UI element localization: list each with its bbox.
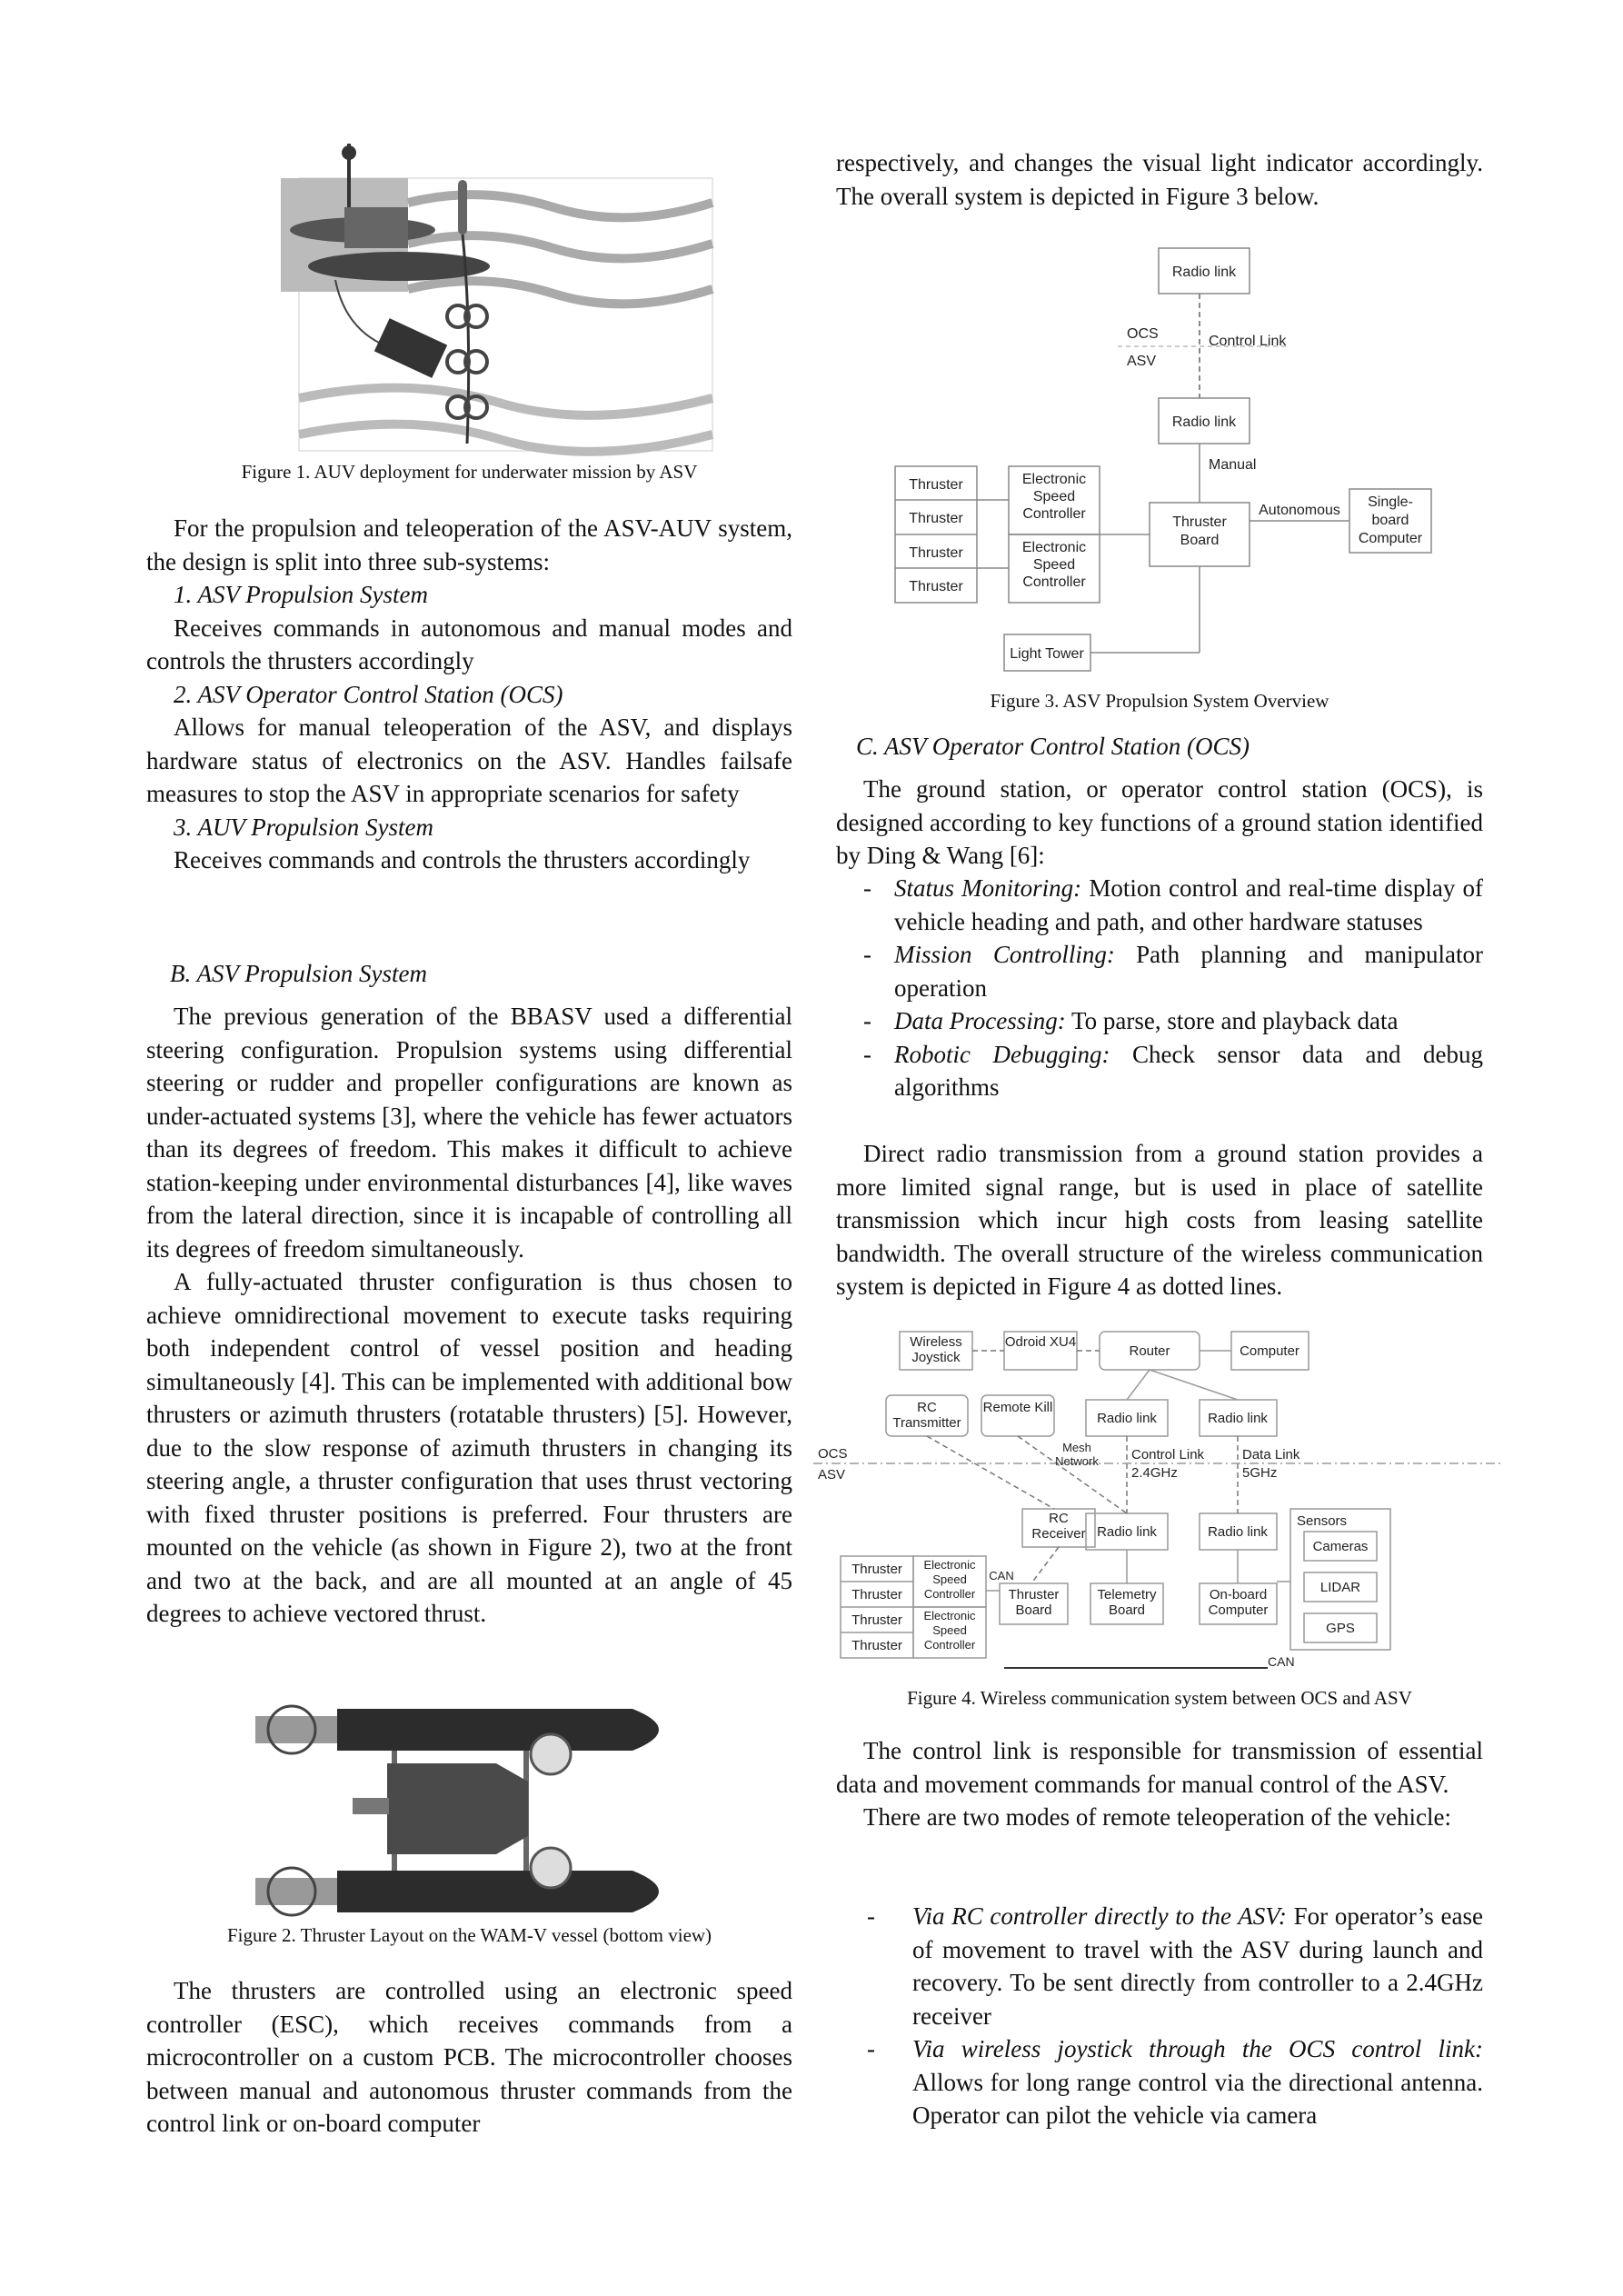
fig3-light-tower: Light Tower [1010, 646, 1084, 662]
fig4-radio-link-1: Radio link [1097, 1411, 1157, 1426]
fig4-control-link-label: Control Link [1131, 1447, 1205, 1462]
teleoperation-mode-list [836, 1900, 1483, 2132]
fig4-can-label-1: CAN [989, 1569, 1014, 1582]
fig4-wireless-joystick: Wireless Joystick [910, 1334, 962, 1365]
figure-1-illustration [281, 144, 717, 457]
figure-3-caption: Figure 3. ASV Propulsion System Overview [990, 690, 1329, 712]
intro-paragraph: For the propulsion and teleoperation of the ASV-AUV system, the design is split into three sub-systems: [146, 514, 792, 575]
teleoperation-modes-paragraph: There are two modes of remote teleoperation of the vehicle: [863, 1803, 1451, 1831]
list-item: - Via RC controller directly to the ASV: For operator’s ease of movement to travel with the ASV during launch and recovery. To be sent directly from controller to a 2.4GHz receiver [867, 1902, 1483, 2030]
fig3-esc-1: Electronic Speed Controller [1021, 472, 1087, 522]
fig4-esc-2: Electronic Speed Controller [923, 1609, 976, 1652]
fig3-radio-link-top: Radio link [1171, 265, 1237, 280]
fig4-cameras: Cameras [1312, 1539, 1369, 1554]
fig4-data-link-label: Data Link [1242, 1447, 1300, 1462]
figure-4-diagram [813, 1327, 1504, 1682]
control-link-paragraph: The control link is responsible for transmission of essential data and movement commands for manual control of the ASV. [836, 1737, 1483, 1798]
right-text-block-2 [836, 773, 1483, 873]
figure-2-illustration [251, 1700, 687, 1922]
fig4-router: Router [1129, 1343, 1170, 1359]
ocs-function-list [836, 872, 1483, 1104]
fig4-thruster-1: Thruster [851, 1562, 902, 1577]
left-text-block-1 [146, 512, 792, 877]
fig4-computer: Computer [1240, 1343, 1299, 1359]
fig3-radio-link-mid: Radio link [1171, 414, 1237, 430]
fig4-radio-link-4: Radio link [1208, 1524, 1268, 1540]
fig3-ocs-label: OCS [1127, 326, 1159, 342]
right-text-block-3 [836, 1137, 1483, 1303]
left-text-block-2 [146, 1000, 792, 1631]
fig3-control-link-label: Control Link [1209, 334, 1287, 349]
propulsion-paragraph-2: A fully-actuated thruster configuration is thus chosen to achieve omnidirectional movement to execute tasks requiring both independent control of vessel position and heading simultaneously [4]. This can be implemented with additional bow thrusters or azimuth thrusters (rotatable thrusters) [5]. However, due to the slow response of azimuth thrusters in changing its steering angle, a thruster configuration that uses thrust vectoring with fixed thruster positions is preferred. Four thrusters are mounted on the vehicle (as shown in Figure 2), two at the front and two at the back, and are all mounted at an angle of 45 degrees to achieve vectored thrust. [146, 1268, 792, 1627]
fig4-thruster-4: Thruster [851, 1638, 902, 1653]
fig3-autonomous-label: Autonomous [1259, 503, 1340, 518]
fig4-mesh-network: Mesh Network [1055, 1441, 1099, 1468]
subsystem-3-title: 3. AUV Propulsion System [174, 813, 433, 841]
fig3-thruster-2: Thruster [909, 511, 963, 526]
fig4-gps: GPS [1326, 1621, 1355, 1636]
subsystem-2-title: 2. ASV Operator Control Station (OCS) [174, 680, 563, 708]
subsystem-3-text: Receives commands and controls the thrusters accordingly [174, 846, 751, 873]
right-text-block-4 [836, 1734, 1483, 1834]
fig4-rc-transmitter: RC Transmitter [892, 1400, 961, 1431]
subsystem-1-title: 1. ASV Propulsion System [174, 581, 428, 608]
fig4-asv-label: ASV [818, 1467, 846, 1482]
ocs-paragraph-1: The ground station, or operator control station (OCS), is designed according to key functions of a ground station identified by Ding & Wang [6]: [836, 775, 1483, 869]
list-item: - Via wireless joystick through the OCS control link: Allows for long range control via the directional antenna. Operator can pilot the vehicle via camera [867, 2035, 1483, 2129]
radio-transmission-paragraph: Direct radio transmission from a ground station provides a more limited signal range, but is used in place of satellite transmission which incur high costs from leasing satellite bandwidth. The overall structure of the wireless communication system is depicted in Figure 4 as dotted lines. [836, 1140, 1483, 1300]
fig4-radio-link-3: Radio link [1097, 1524, 1157, 1540]
propulsion-paragraph-1: The previous generation of the BBASV used a differential steering configuration. Propulsion systems using differential steering or rudder and propeller configurations are known as under-actuated systems [3], where the vehicle has fewer actuators than its degrees of freedom. This makes it difficult to achieve station-keeping under environmental disturbances [4], like waves from the lateral direction, since it is incapable of controlling all its degrees of freedom simultaneously. [146, 1003, 792, 1263]
fig4-rc-receiver: RC Receiver [1031, 1511, 1086, 1542]
list-item: - Mission Controlling: Path planning and manipulator operation [863, 941, 1483, 1002]
figure-2-caption: Figure 2. Thruster Layout on the WAM-V vessel (bottom view) [226, 1924, 712, 1946]
fig4-onboard-computer: On-board Computer [1208, 1587, 1269, 1618]
fig4-thruster-3: Thruster [851, 1612, 902, 1628]
fig3-thruster-1: Thruster [909, 477, 963, 493]
list-item: - Status Monitoring: Motion control and real-time display of vehicle heading and path, and other hardware statuses [863, 874, 1483, 935]
fig4-telemetry-board: Telemetry Board [1097, 1587, 1157, 1618]
continued-paragraph: respectively, and changes the visual light indicator accordingly. The overall system is depicted in Figure 3 below. [836, 149, 1483, 210]
figure-1-caption: Figure 1. AUV deployment for underwater mission by ASV [241, 461, 698, 483]
fig4-odroid: Odroid XU4 [1004, 1334, 1077, 1350]
list-item: - Data Processing: To parse, store and playback data [863, 1007, 1399, 1034]
fig4-ocs-label: OCS [818, 1446, 848, 1462]
fig4-can-label-2: CAN [1268, 1654, 1295, 1669]
fig3-asv-label: ASV [1127, 354, 1157, 369]
subsystem-2-text: Allows for manual teleoperation of the ASV, and displays hardware status of electronics on the ASV. Handles failsafe measures to stop the ASV in appropriate scenarios for safety [146, 714, 792, 807]
fig4-esc-1: Electronic Speed Controller [923, 1558, 976, 1601]
section-c-heading: C. ASV Operator Control Station (OCS) [856, 733, 1250, 760]
figure-3-diagram [895, 244, 1423, 680]
fig4-radio-link-2: Radio link [1208, 1411, 1268, 1426]
fig3-manual-label: Manual [1209, 457, 1257, 473]
fig4-ghz24-label: 2.4GHz [1131, 1465, 1178, 1481]
thruster-control-paragraph: The thrusters are controlled using an electronic speed controller (ESC), which receives commands from a microcontroller on a custom PCB. The microcontroller chooses between manual and autonomous thruster commands from the control link or on-board computer [146, 1977, 792, 2137]
subsystem-1-text: Receives commands in autonomous and manual modes and controls the thrusters accordingly [146, 614, 792, 674]
fig4-ghz5-label: 5GHz [1242, 1465, 1278, 1481]
fig4-sensors-label: Sensors [1297, 1513, 1348, 1529]
fig3-single-board-computer: Single-board Computer [1358, 494, 1423, 546]
list-item: - Robotic Debugging: Check sensor data and debug algorithms [863, 1040, 1483, 1101]
right-text-block-1 [836, 146, 1483, 213]
fig3-thruster-4: Thruster [909, 579, 963, 594]
fig4-lidar: LIDAR [1319, 1580, 1361, 1595]
fig4-remote-kill: Remote Kill [982, 1400, 1053, 1415]
figure-4-caption: Figure 4. Wireless communication system between OCS and ASV [907, 1687, 1412, 1709]
section-b-heading: B. ASV Propulsion System [170, 960, 427, 987]
fig3-thruster-3: Thruster [909, 545, 963, 561]
fig3-esc-2: Electronic Speed Controller [1021, 540, 1087, 590]
fig3-thruster-board: Thruster Board [1172, 514, 1227, 548]
fig4-thruster-board: Thruster Board [1008, 1587, 1060, 1618]
left-text-block-3 [146, 1974, 792, 2141]
fig4-thruster-2: Thruster [851, 1587, 902, 1602]
